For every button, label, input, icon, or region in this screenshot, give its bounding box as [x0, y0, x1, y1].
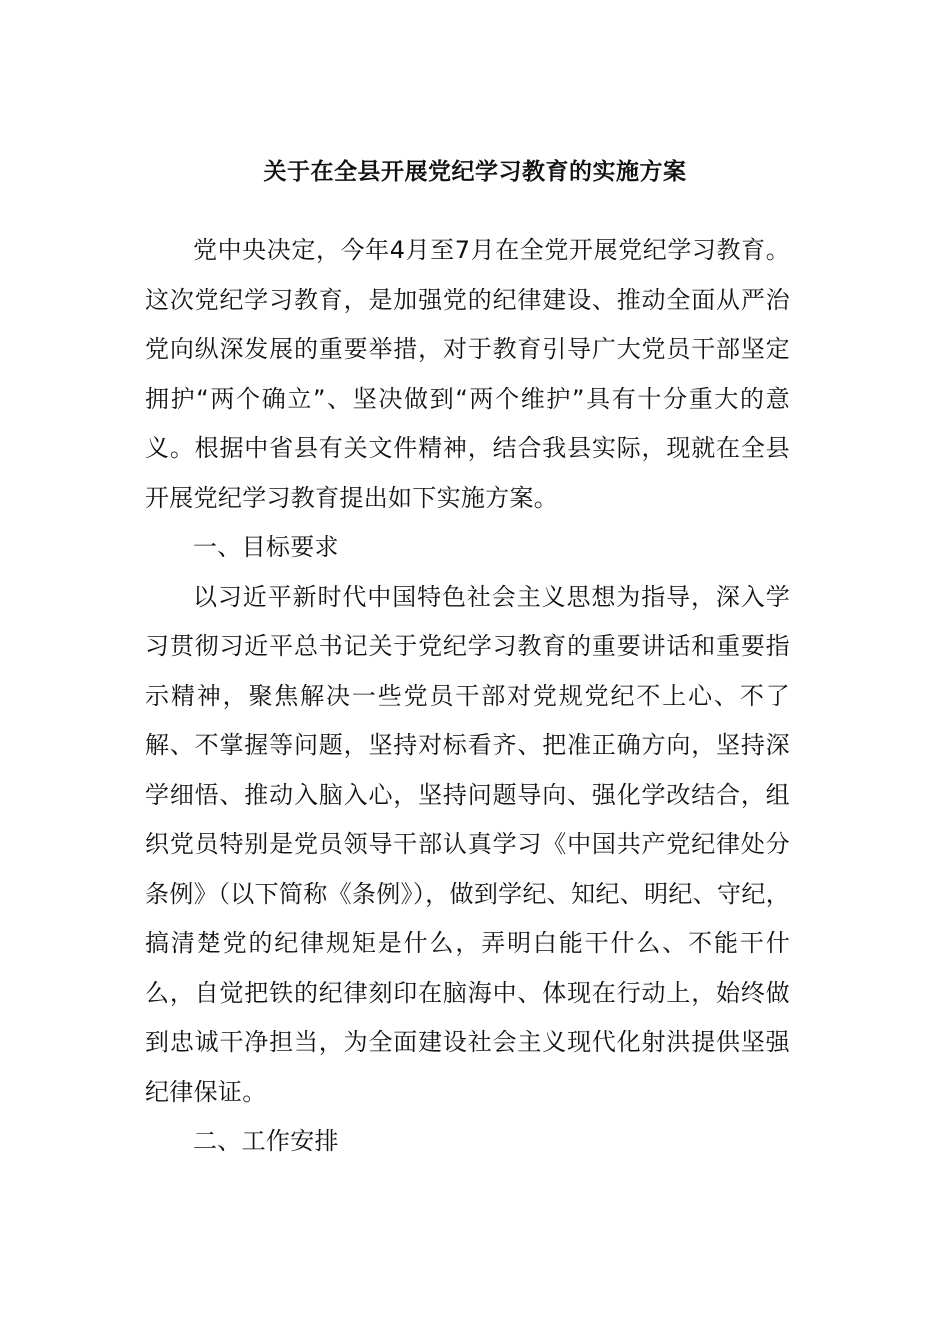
goals-paragraph: 以习近平新时代中国特色社会主义思想为指导，深入学习贯彻习近平总书记关于党纪学习教育的重要讲话和重要指示精神，聚焦解决一些党员干部对党规党纪不上心、不了解、不掌握等问题，坚持对标看齐、把准正确方向，坚持深学细悟、推动入脑入心，坚持问题导向、强化学改结合，组织党员特别是党员领导干部认真学习《中国共产党纪律处分条例》（以下简称《条例》），做到学纪、知纪、明纪、守纪，搞清楚党的纪律规矩是什么，弄明白能干什么、不能干什么，自觉把铁的纪律刻印在脑海中、体现在行动上，始终做到忠诚干净担当，为全面建设社会主义现代化射洪提供坚强纪律保证。: [145, 582, 790, 1106]
intro-paragraph: 党中央决定，今年4月至7月在全党开展党纪学习教育。这次党纪学习教育，是加强党的纪律建设、推动全面从严治党向纵深发展的重要举措，对于教育引导广大党员干部坚定拥护“两个确立”、坚决做到“两个维护”具有十分重大的意义。根据中省县有关文件精神，结合我县实际，现就在全县开展党纪学习教育提出如下实施方案。: [145, 236, 790, 512]
section-heading-goals: 一、目标要求: [193, 533, 339, 561]
section-heading-arrangements: 二、工作安排: [193, 1127, 339, 1155]
document-title: 关于在全县开展党纪学习教育的实施方案: [263, 159, 687, 185]
document-body: [145, 226, 790, 1167]
